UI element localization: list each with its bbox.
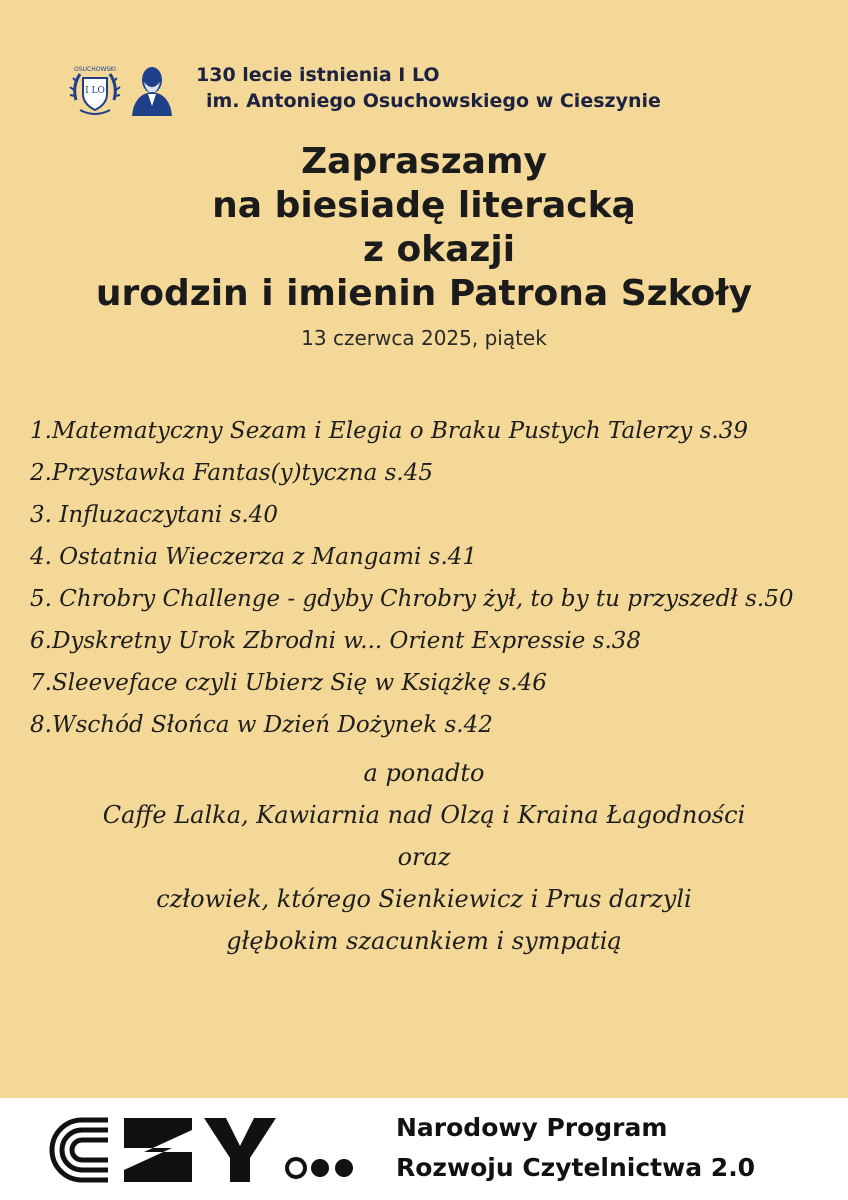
extra-line-4: człowiek, którego Sienkiewicz i Prus darzyli xyxy=(156,885,692,913)
invitation-title xyxy=(0,140,848,316)
footer-band xyxy=(0,1098,848,1200)
program-item: 1.Matematyczny Sezam i Elegia o Braku Pustych Talerzy s.39 xyxy=(30,418,748,444)
program-item: 4. Ostatnia Wieczerza z Mangami s.41 xyxy=(30,544,478,570)
program-item: 8.Wschód Słońca w Dzień Dożynek s.42 xyxy=(30,712,493,738)
program-list xyxy=(30,410,830,746)
footer-line-2: Rozwoju Czytelnictwa 2.0 xyxy=(396,1153,756,1182)
patron-portrait-icon xyxy=(130,62,174,116)
header-line-2: im. Antoniego Osuchowskiego w Cieszynie xyxy=(206,90,661,112)
program-item: 6.Dyskretny Urok Zbrodni w... Orient Expressie s.38 xyxy=(30,628,642,654)
program-item: 2.Przystawka Fantas(y)tyczna s.45 xyxy=(30,460,434,486)
emblem-initials: I LO xyxy=(85,86,105,96)
footer-line-1: Narodowy Program xyxy=(396,1113,668,1142)
title-line-4: urodzin i imienin Patrona Szkoły xyxy=(95,273,753,314)
header-line-1: 130 lecie istnienia I LO xyxy=(196,64,440,86)
title-line-2: na biesiadę literacką xyxy=(212,185,636,226)
title-line-3: z okazji xyxy=(362,229,516,270)
program-item: 3. Influzaczytani s.40 xyxy=(30,502,278,528)
extra-line-1: a ponadto xyxy=(363,759,485,787)
footer-program-name xyxy=(396,1108,755,1188)
emblem-arc-text: OSUCHOWSKI xyxy=(74,66,116,73)
event-date: 13 czerwca 2025, piątek xyxy=(301,326,547,350)
program-item: 5. Chrobry Challenge - gdyby Chrobry żył, to by tu przyszedł s.50 xyxy=(30,586,794,612)
czy-program-logo xyxy=(44,1112,364,1188)
title-line-1: Zapraszamy xyxy=(301,141,547,182)
header-text xyxy=(196,62,661,114)
school-emblem-icon xyxy=(68,60,122,118)
extra-line-2: Caffe Lalka, Kawiarnia nad Olzą i Kraina Łagodności xyxy=(102,801,746,829)
additional-attractions xyxy=(0,752,848,962)
program-item: 7.Sleeveface czyli Ubierz Się w Książkę s.46 xyxy=(30,670,547,696)
extra-line-3: oraz xyxy=(397,843,451,871)
extra-line-5: głębokim szacunkiem i sympatią xyxy=(226,927,622,955)
